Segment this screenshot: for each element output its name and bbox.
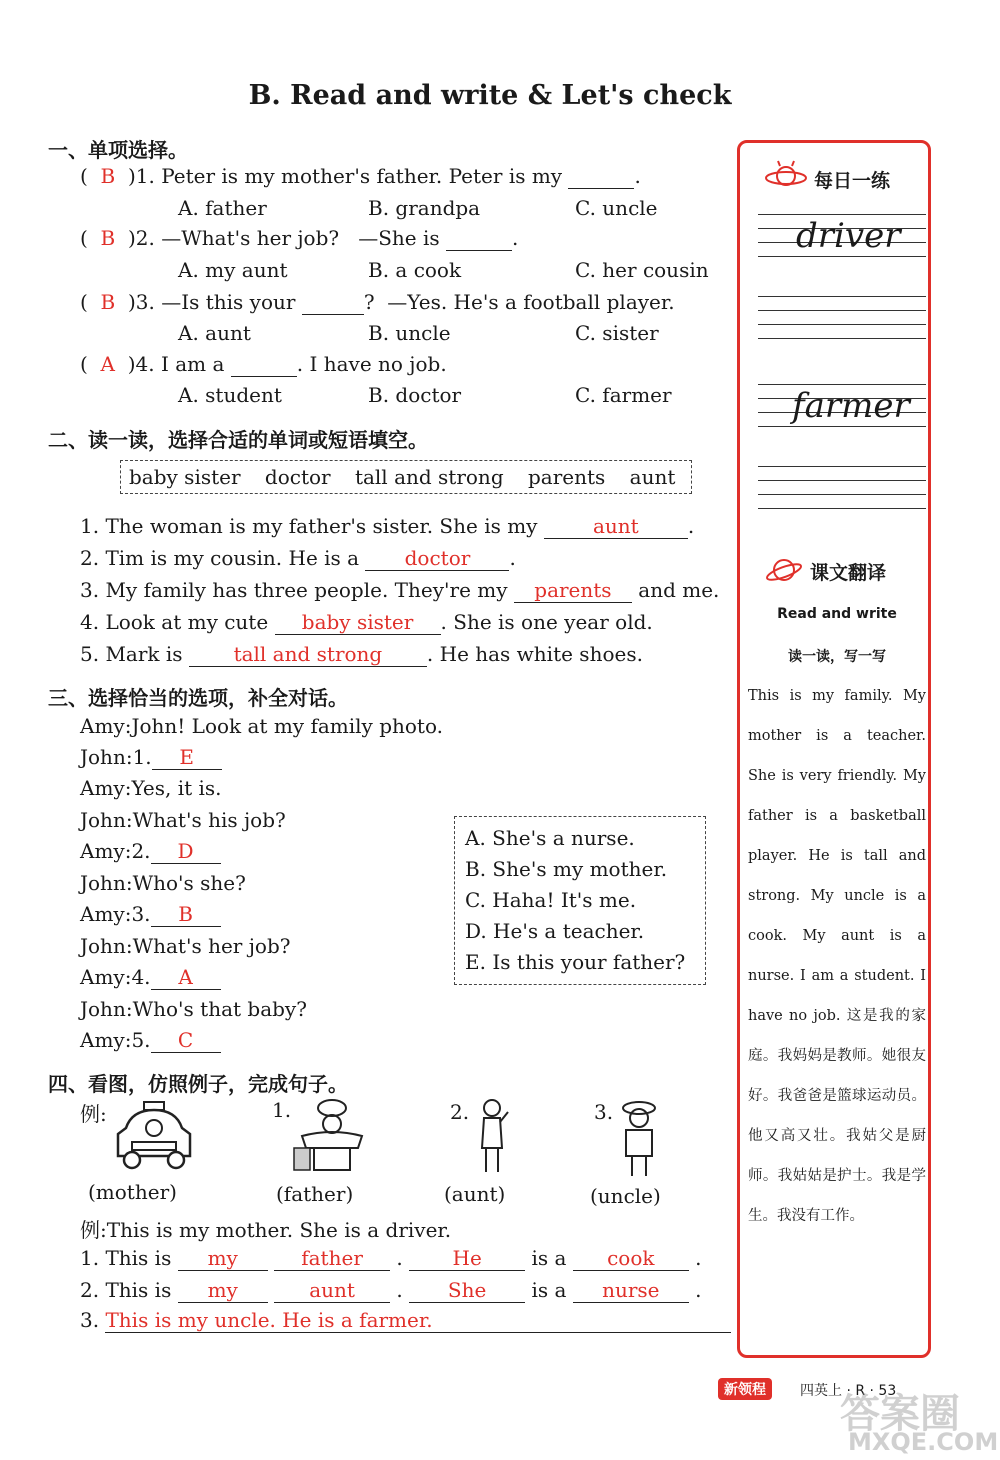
dialogue-line: John:What's her job? [80,934,291,958]
pic-label-3: 3. [594,1100,614,1124]
dialogue-line: John:Who's that baby? [80,997,307,1021]
option-3c: C. sister [575,321,659,345]
brand-logo: 新领程 [718,1378,772,1400]
sentence-row-1: 1. This is my father . He is a cook . [80,1246,702,1270]
dialogue-line: John:Who's she? [80,871,246,895]
question-1: ( B )1. Peter is my mother's father. Peter is my . [80,164,641,188]
option-2a: A. my aunt [178,258,288,282]
dialogue-option: C. Haha! It's me. [465,888,637,912]
blank [568,164,634,189]
rule-line [758,310,926,311]
dialogue-line: Amy:4. A [80,965,221,990]
dialogue-answer: C [151,1028,221,1053]
section2-heading: 二、读一读，选择合适的单词或短语填空。 [48,428,428,452]
rule-line [758,494,926,495]
rule-line [758,338,926,339]
handwritten-word: farmer [792,386,910,426]
option-1b: B. grandpa [368,196,481,220]
sentence-row-3: 3. This is my uncle. He is a farmer. [80,1308,731,1333]
answer-3: B [100,290,116,314]
rule-line [758,214,926,215]
dialogue-line: Amy:2. D [80,839,221,864]
option-2b: B. a cook [368,258,462,282]
planet-icon [764,554,804,586]
dialogue-options-box [454,816,706,985]
dialogue-option: B. She's my mother. [465,857,668,881]
dialogue-line: John:1. E [80,745,222,770]
pic-caption: (uncle) [590,1184,661,1208]
rule-line [758,426,926,427]
word-bank [120,460,692,494]
example-sentence: 例:This is my mother. She is a driver. [80,1218,452,1242]
pic-label-1: 1. [272,1098,292,1122]
translation-subtitle-cn: 读一读，写一写 [788,649,886,665]
dialogue-answer: D [151,839,221,864]
fill-item-1: 1. The woman is my father's sister. She is my aunt . [80,514,695,538]
blank [302,290,364,315]
fill-item-5: 5. Mark is tall and strong . He has white shoes. [80,642,643,666]
daily-practice-title: 每日一练 [814,170,891,192]
section4-heading: 四、看图，仿照例子，完成句子。 [48,1072,348,1096]
dialogue-line: Amy:John! Look at my family photo. [80,714,443,738]
sentence-row-2: 2. This is my aunt . She is a nurse . [80,1278,702,1302]
handwritten-word: driver [796,216,901,256]
rule-line [758,324,926,325]
option-1a: A. father [178,196,267,220]
fill-item-2: 2. Tim is my cousin. He is a doctor . [80,546,516,570]
word-bank-item: baby sister [129,465,241,489]
page-code: 四英上 · R · 53 [800,1383,897,1399]
fill-item-3: 3. My family has three people. They're my parents and me. [80,578,720,602]
farmer-image [614,1098,664,1182]
planet-icon [764,160,808,192]
rule-line [758,384,926,385]
fill-answer: parents [514,578,632,603]
fill-answer: aunt [544,514,688,539]
dialogue-option: E. Is this your father? [465,950,686,974]
watermark-url: MXQE.COM [848,1428,999,1456]
dialogue-answer: A [151,965,221,990]
pic-label-2: 2. [450,1100,470,1124]
translation-text: This is my family. My mother is a teacher. She is very friendly. My father is a basketball player. He is tall and strong. My uncle is a cook. My aunt is a nurse. I am a student. I have no job. 这是我的家庭。我妈妈是教师。她很友好。我爸爸是篮球运动员。他又高又壮。我姑父是厨师。我姑姑是护士。我是学生。我没有工作。 [748,688,926,1224]
option-3b: B. uncle [368,321,451,345]
word-bank-item: doctor [264,465,331,489]
translation-subtitle-en: Read and write [777,606,897,622]
dialogue-line: Amy:5. C [80,1028,221,1053]
rule-line [758,466,926,467]
word-bank-item: tall and strong [354,465,504,489]
answer-1: B [100,164,116,188]
rule-line [758,256,926,257]
dialogue-line: John:What's his job? [80,808,286,832]
pic-caption: (mother) [88,1180,177,1204]
section3-heading: 三、选择恰当的选项，补全对话。 [48,686,348,710]
option-4b: B. doctor [368,383,462,407]
dialogue-option: A. She's a nurse. [465,826,635,850]
dialogue-line: Amy:Yes, it is. [80,776,222,800]
section1-heading: 一、单项选择。 [48,138,188,162]
answer-2: B [100,226,116,250]
fill-answer: tall and strong [189,642,427,667]
rule-line [758,296,926,297]
word-bank-item: aunt [629,465,676,489]
pic-label-example: 例: [80,1102,107,1126]
answer-4: A [100,352,115,376]
page-title: B. Read and write & Let's check [248,80,732,111]
fill-answer: doctor [365,546,509,571]
option-2c: C. her cousin [575,258,709,282]
blank [231,352,297,377]
question-2: ( B )2. —What's her job? —She is . [80,226,519,250]
pic-caption: (father) [276,1182,354,1206]
dialogue-answer: E [152,745,222,770]
dialogue-answer: B [151,902,221,927]
rule-line [758,508,926,509]
option-3a: A. aunt [178,321,251,345]
option-4a: A. student [178,383,282,407]
option-1c: C. uncle [575,196,658,220]
taxi-driver-image [112,1098,196,1172]
option-4c: C. farmer [575,383,672,407]
translation-title: 课文翻译 [810,562,887,584]
pic-caption: (aunt) [444,1182,506,1206]
question-4: ( A )4. I am a . I have no job. [80,352,447,376]
cook-image [292,1098,372,1176]
dialogue-line: Amy:3. B [80,902,221,927]
question-3: ( B )3. —Is this your ? —Yes. He's a football player. [80,290,675,314]
rule-line [758,480,926,481]
word-bank-item: parents [527,465,606,489]
fill-answer: baby sister [275,610,441,635]
watermark: 答案圈 [840,1391,960,1437]
nurse-image [472,1098,512,1178]
fill-item-4: 4. Look at my cute baby sister . She is one year old. [80,610,653,634]
blank [446,226,512,251]
dialogue-option: D. He's a teacher. [465,919,645,943]
